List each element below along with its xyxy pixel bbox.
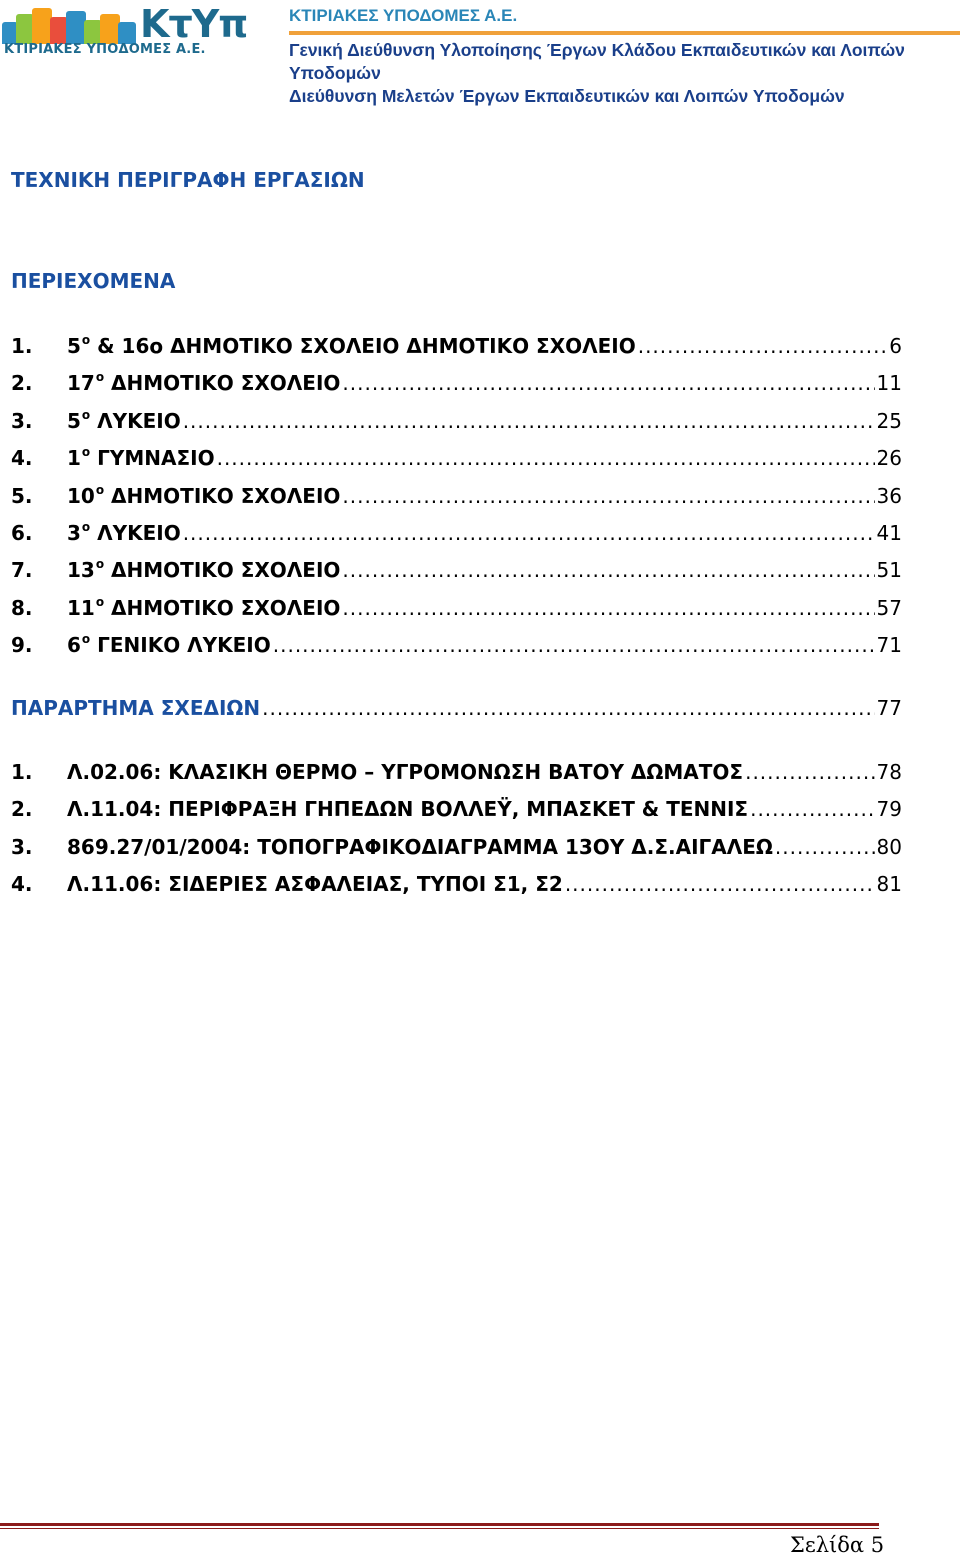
logo-graphic [2, 4, 137, 44]
toc-entry-page: 77 [876, 696, 902, 720]
toc-leader-dots [217, 446, 875, 470]
toc-entry-number: 3. [11, 409, 33, 433]
footer-divider [0, 1523, 879, 1526]
toc-entry-page: 25 [876, 409, 902, 433]
toc-entry-page: 6 [889, 334, 902, 358]
toc-entry-title: $1^o$ ΓΥΜΝΑΣΙΟ [67, 445, 215, 470]
toc-entry-number: 9. [11, 633, 33, 657]
toc-entry[interactable] [11, 520, 902, 550]
toc-entry-title: $13^o$ ΔΗΜΟΤΙΚΟ ΣΧΟΛΕΙΟ [67, 557, 341, 582]
toc-entry-title: $17^o$ ΔΗΜΟΤΙΚΟ ΣΧΟΛΕΙΟ [67, 370, 341, 395]
toc-leader-dots [183, 409, 875, 433]
division-name: Διεύθυνση Μελετών Έργων Εκπαιδευτικών και Λοιπών Υποδομών [289, 86, 845, 106]
toc-entry-number: 4. [11, 446, 33, 470]
toc-entry-title: 869.27/01/2004: ΤΟΠΟΓΡΑΦΙΚΟΔΙΑΓΡΑΜΜΑ 13ΟΥ Δ.Σ.ΑΙΓΑΛΕΩ [67, 835, 773, 859]
toc-section-title: ΠΑΡΑΡΤΗΜΑ ΣΧΕΔΙΩΝ [11, 696, 261, 720]
toc-entry[interactable] [11, 333, 902, 363]
toc-entry-page: 11 [876, 371, 902, 395]
toc-entry-number: 2. [11, 371, 33, 395]
toc-leader-dots [342, 596, 874, 620]
toc-entry[interactable] [11, 595, 902, 625]
toc-entry-title: Λ.02.06: ΚΛΑΣΙΚΗ ΘΕΡΜΟ – ΥΓΡΟΜΟΝΩΣΗ ΒΑΤΟΥ ΔΩΜΑΤΟΣ [67, 760, 744, 784]
toc-leader-dots [262, 696, 874, 720]
directorate-name: Γενική Διεύθυνση Υλοποίησης Έργων Κλάδου Εκπαιδευτικών και Λοιπών Υποδομών [289, 40, 905, 83]
toc-entry-page: 79 [876, 797, 902, 821]
toc-entry-title: Λ.11.04: ΠΕΡΙΦΡΑΞΗ ΓΗΠΕΔΩΝ ΒΟΛΛΕΫ, ΜΠΑΣΚΕΤ & ΤΕΝΝΙΣ [67, 797, 749, 821]
toc-entry[interactable] [11, 445, 902, 475]
toc-leader-dots [183, 521, 875, 545]
toc-drawing-entry[interactable] [11, 835, 902, 865]
toc-entry-number: 8. [11, 596, 33, 620]
toc-leader-dots [775, 835, 875, 859]
toc-entry-title: $3^o$ ΛΥΚΕΙΟ [67, 520, 181, 545]
toc-entry[interactable] [11, 632, 902, 662]
company-logo [2, 4, 272, 56]
toc-entry-page: 36 [876, 484, 902, 508]
toc-entry-title: $11^o$ ΔΗΜΟΤΙΚΟ ΣΧΟΛΕΙΟ [67, 595, 341, 620]
toc-entry-title: $10^o$ ΔΗΜΟΤΙΚΟ ΣΧΟΛΕΙΟ [67, 483, 341, 508]
toc-leader-dots [342, 484, 874, 508]
toc-drawing-entry[interactable] [11, 872, 902, 902]
toc-entry-number: 2. [11, 797, 33, 821]
toc-entry-title: $6^o$ ΓΕΝΙΚΟ ΛΥΚΕΙΟ [67, 632, 271, 657]
toc-entry-number: 6. [11, 521, 33, 545]
toc-entry-title: $5^o$ ΛΥΚΕΙΟ [67, 408, 181, 433]
toc-drawing-entry[interactable] [11, 760, 902, 790]
toc-leader-dots [750, 797, 874, 821]
toc-leader-dots [565, 872, 875, 896]
toc-entry-title: Λ.11.06: ΣΙΔΕΡΙΕΣ ΑΣΦΑΛΕΙΑΣ, ΤΥΠΟΙ Σ1, Σ2 [67, 872, 563, 896]
toc-entry[interactable] [11, 408, 902, 438]
toc-leader-dots [745, 760, 874, 784]
page-header [0, 0, 960, 110]
toc-entry-number: 5. [11, 484, 33, 508]
toc-entry-number: 1. [11, 760, 33, 784]
toc-entry-page: 80 [876, 835, 902, 859]
toc-leader-dots [342, 558, 874, 582]
toc-heading: ΠΕΡΙΕΧΟΜΕΝΑ [11, 269, 176, 293]
toc-leader-dots [273, 633, 875, 657]
header-text [289, 6, 959, 106]
toc-entry[interactable] [11, 370, 902, 400]
toc-entry-page: 57 [876, 596, 902, 620]
company-name: ΚΤΙΡΙΑΚΕΣ ΥΠΟΔΟΜΕΣ Α.Ε. [289, 6, 518, 25]
toc-entry-page: 81 [876, 872, 902, 896]
footer-divider-thin [0, 1528, 879, 1529]
logo-wordmark: ΚτΥπ [140, 2, 248, 46]
toc-leader-dots [342, 371, 874, 395]
header-divider [289, 31, 960, 35]
toc-entry-number: 7. [11, 558, 33, 582]
toc-entry-page: 71 [876, 633, 902, 657]
toc-entry-number: 3. [11, 835, 33, 859]
toc-entry[interactable] [11, 483, 902, 513]
toc-entry-title: $5^o$ & 16ο ΔΗΜΟΤΙΚΟ ΣΧΟΛΕΙΟ ΔΗΜΟΤΙΚΟ ΣΧΟΛΕΙΟ [67, 333, 636, 358]
toc-entry-page: 41 [876, 521, 902, 545]
toc-drawing-entry[interactable] [11, 797, 902, 827]
toc-entry-page: 78 [876, 760, 902, 784]
toc-entry[interactable] [11, 557, 902, 587]
toc-entry-page: 51 [876, 558, 902, 582]
toc-section-appendix[interactable] [11, 696, 902, 726]
toc-entry-number: 4. [11, 872, 33, 896]
toc-leader-dots [638, 334, 888, 358]
toc-entry-number: 1. [11, 334, 33, 358]
document-title: ΤΕΧΝΙΚΗ ΠΕΡΙΓΡΑΦΗ ΕΡΓΑΣΙΩΝ [11, 168, 365, 192]
page-number-label: Σελίδα 5 [790, 1533, 885, 1557]
logo-subtitle: ΚΤΙΡΙΑΚΕΣ ΥΠΟΔΟΜΕΣ Α.Ε. [4, 42, 206, 57]
toc-entry-page: 26 [876, 446, 902, 470]
